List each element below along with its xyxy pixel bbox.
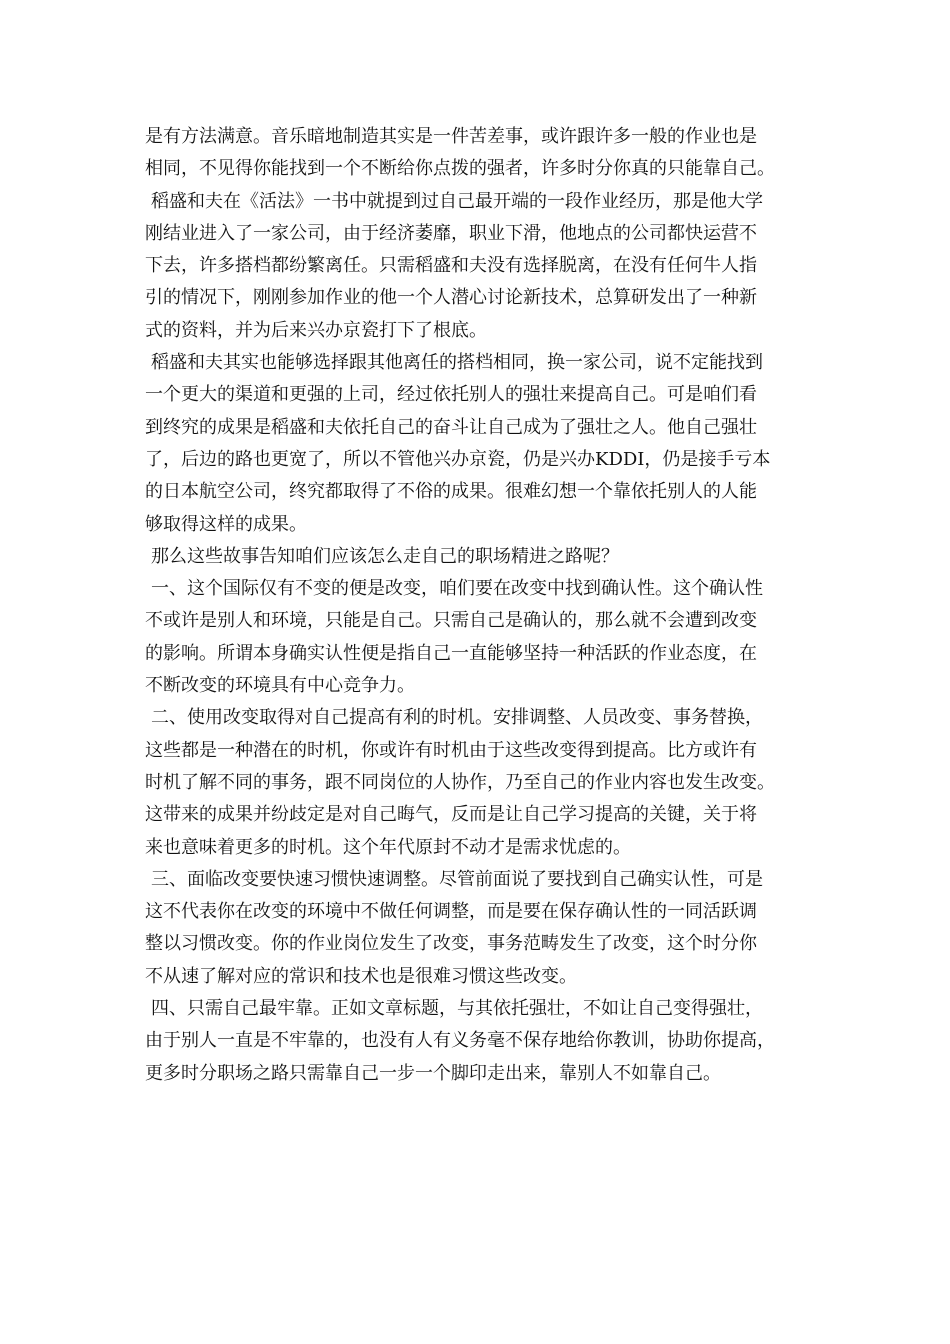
text-line: 四、只需自己最牢靠。正如文章标题，与其依托强壮，不如让自己变得强壮， <box>151 998 763 1020</box>
text-line: 式的资料，并为后来兴办京瓷打下了根底。 <box>145 319 487 341</box>
text-line: 刚结业进入了一家公司，由于经济萎靡，职业下滑，他地点的公司都快运营不 <box>145 222 757 244</box>
text-line: 来也意味着更多的时机。这个年代原封不动才是需求忧虑的。 <box>145 836 631 858</box>
text-line: 更多时分职场之路只需靠自己一步一个脚印走出来，靠别人不如靠自己。 <box>145 1062 721 1084</box>
text-line: 的影响。所谓本身确实认性便是指自己一直能够坚持一种活跃的作业态度，在 <box>145 642 757 664</box>
text-line: 这不代表你在改变的环境中不做任何调整，而是要在保存确认性的一同活跃调 <box>145 901 757 923</box>
text-line: 的日本航空公司，终究都取得了不俗的成果。很难幻想一个靠依托别人的人能 <box>145 481 757 503</box>
text-line: 够取得这样的成果。 <box>145 513 307 535</box>
text-line: 下去，许多搭档都纷繁离任。只需稻盛和夫没有选择脱离，在没有任何牛人指 <box>145 255 757 277</box>
text-line: 不从速了解对应的常识和技术也是很难习惯这些改变。 <box>145 965 577 987</box>
text-line: 时机了解不同的事务，跟不同岗位的人协作，乃至自己的作业内容也发生改变。 <box>145 771 775 793</box>
text-line: 一个更大的渠道和更强的上司，经过依托别人的强壮来提高自己。可是咱们看 <box>145 384 757 406</box>
text-line: 由于别人一直是不牢靠的，也没有人有义务毫不保存地给你教训，协助你提高， <box>145 1030 775 1052</box>
text-line: 二、使用改变取得对自己提高有利的时机。安排调整、人员改变、事务替换， <box>151 707 763 729</box>
text-line: 相同，不见得你能找到一个不断给你点拨的强者，许多时分你真的只能靠自己。 <box>145 158 775 180</box>
text-line: 这带来的成果并纷歧定是对自己晦气，反而是让自己学习提高的关键，关于将 <box>145 804 757 826</box>
text-line: 一、这个国际仅有不变的便是改变，咱们要在改变中找到确认性。这个确认性 <box>151 578 763 600</box>
text-line: 到终究的成果是稻盛和夫依托自己的奋斗让自己成为了强壮之人。他自己强壮 <box>145 416 757 438</box>
text-line: 那么这些故事告知咱们应该怎么走自己的职场精进之路呢？ <box>151 545 619 567</box>
text-line: 稻盛和夫在《活法》一书中就提到过自己最开端的一段作业经历，那是他大学 <box>151 190 763 212</box>
text-line: 了，后边的路也更宽了，所以不管他兴办京瓷，仍是兴办KDDI，仍是接手亏本 <box>145 448 771 470</box>
document-body <box>145 121 810 1090</box>
text-line: 不或许是别人和环境，只能是自己。只需自己是确认的，那么就不会遭到改变 <box>145 610 757 632</box>
text-line: 不断改变的环境具有中心竞争力。 <box>145 675 415 697</box>
text-line: 整以习惯改变。你的作业岗位发生了改变，事务范畴发生了改变，这个时分你 <box>145 933 757 955</box>
text-line: 是有方法满意。音乐暗地制造其实是一件苦差事，或许跟许多一般的作业也是 <box>145 126 757 147</box>
text-line: 这些都是一种潜在的时机，你或许有时机由于这些改变得到提高。比方或许有 <box>145 739 757 761</box>
text-line: 稻盛和夫其实也能够选择跟其他离任的搭档相同，换一家公司，说不定能找到 <box>151 352 763 374</box>
text-line: 三、面临改变要快速习惯快速调整。尽管前面说了要找到自己确实认性，可是 <box>151 868 763 890</box>
text-line: 引的情况下，刚刚参加作业的他一个人潜心讨论新技术，总算研发出了一种新 <box>145 287 757 309</box>
